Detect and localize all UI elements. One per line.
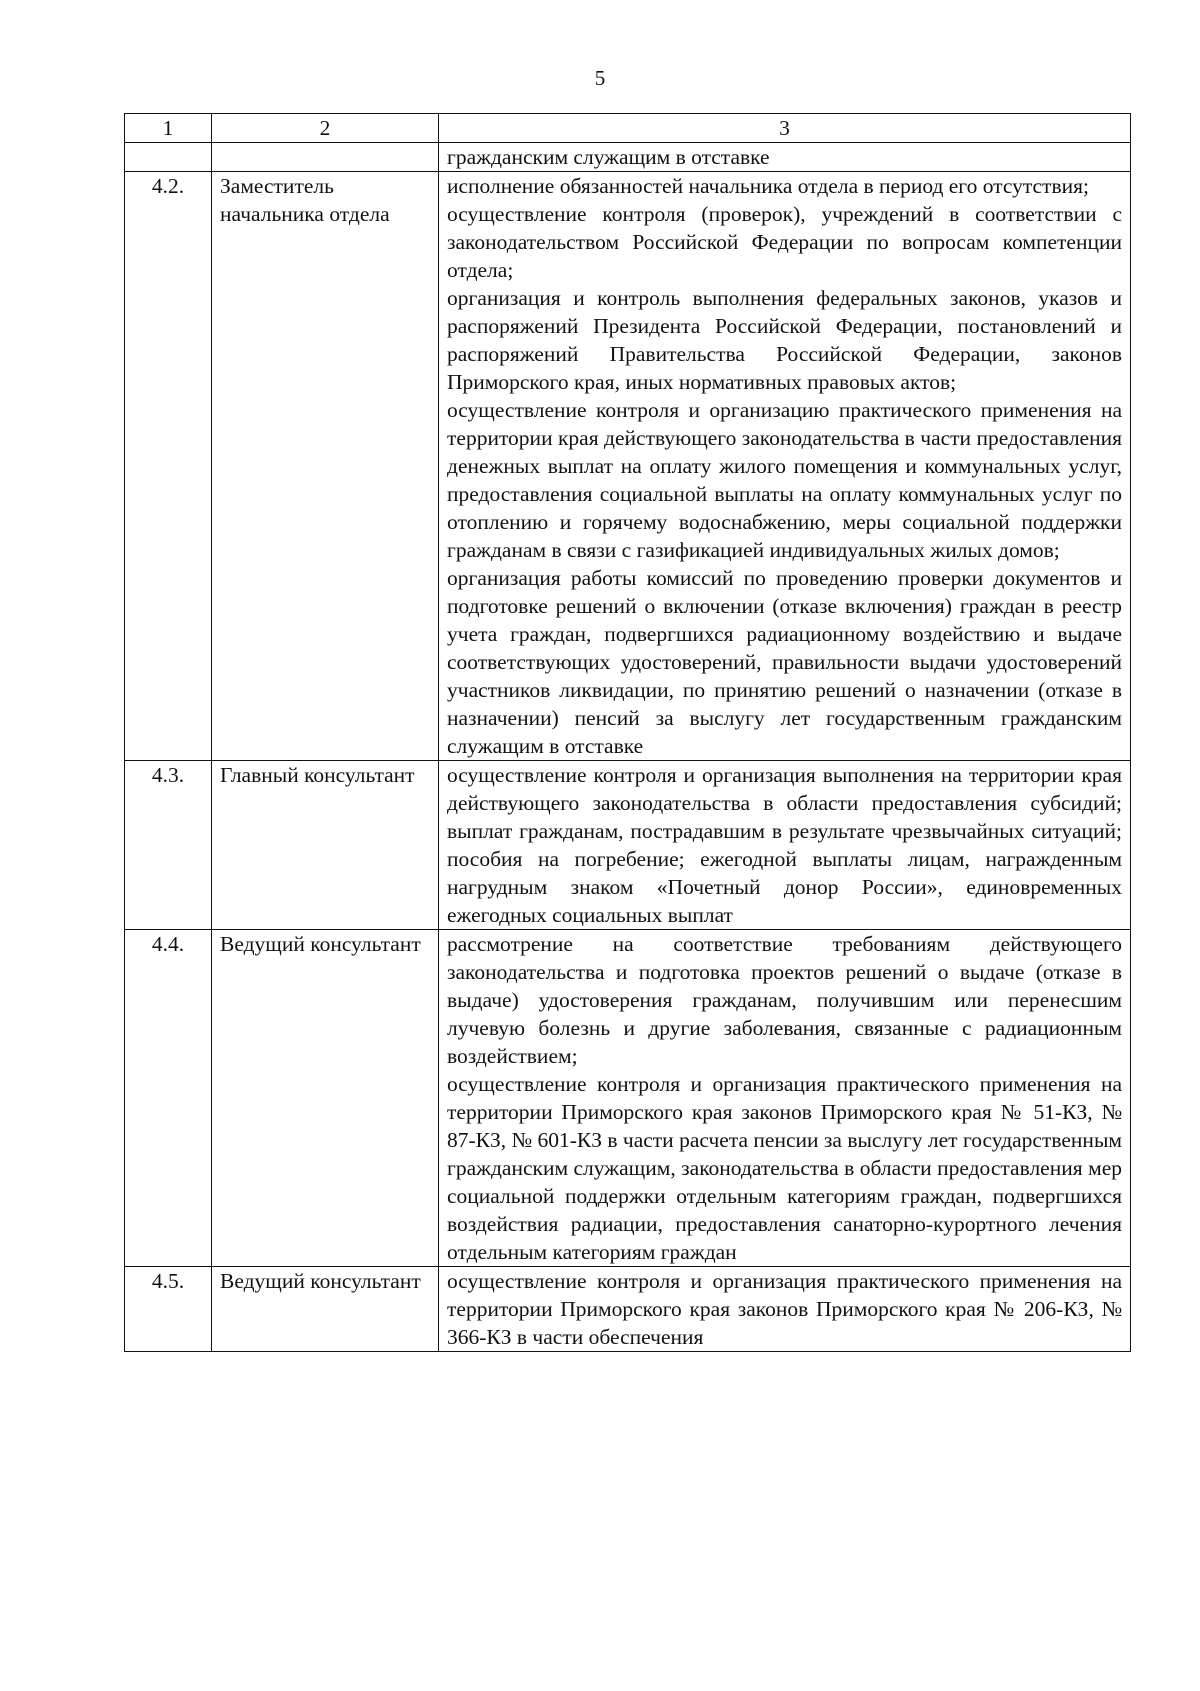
duty-paragraph: осуществление контроля и организацию практического применения на территории края действующего законодательства в части предоставления денежных выплат на оплату жилого помещения и коммунальных услуг, предоставления социальной выплаты на оплату коммунальных услуг по отоплению и горячему водоснабжению, меры социальной поддержки гражданам в связи с газификацией индивидуальных жилых домов; [447,398,1122,562]
row-number [125,143,212,172]
duty-paragraph: организация работы комиссий по проведению проверки документов и подготовке решений о включении (отказе включения) граждан в реестр учета граждан, подвергшихся радиационному воздействию и выдаче соответствующих удостоверений, правильности выдачи удостоверений участников ликвидации, по принятию решений о назначении (отказе в назначении) пенсий за выслугу лет государственным гражданским служащим в отставке [447,566,1122,758]
duty-paragraph: исполнение обязанностей начальника отдела в период его отсутствия; [447,174,1089,198]
row-number: 4.2. [125,172,212,761]
row-position: Ведущий консультант [212,1267,439,1352]
row-number: 4.5. [125,1267,212,1352]
table-row [125,1267,1131,1352]
row-duties [439,1267,1131,1352]
row-position [212,143,439,172]
header-cell-number: 1 [125,114,212,143]
table-row [125,172,1131,761]
header-cell-position: 2 [212,114,439,143]
duties-table [124,113,1131,1352]
duty-paragraph: осуществление контроля и организация практического применения на территории Приморского края законов Приморского края № 206-КЗ, № 366-КЗ в части обеспечения [447,1269,1122,1349]
table-row-continuation [125,143,1131,172]
row-duties [439,930,1131,1267]
row-position: Заместитель начальника отдела [212,172,439,761]
row-position: Главный консультант [212,761,439,930]
duty-paragraph: организация и контроль выполнения федеральных законов, указов и распоряжений Президента Российской Федерации, постановлений и распоряжений Правительства Российской Федерации, законов Приморского края, иных нормативных правовых актов; [447,286,1122,394]
table-row [125,761,1131,930]
row-position: Ведущий консультант [212,930,439,1267]
row-duties [439,143,1131,172]
header-cell-duties: 3 [439,114,1131,143]
row-duties [439,172,1131,761]
row-duties [439,761,1131,930]
page-number: 5 [594,66,606,90]
duty-paragraph: осуществление контроля и организация практического применения на территории Приморского края законов Приморского края № 51-КЗ, № 87-КЗ, № 601-КЗ в части расчета пенсии за выслугу лет государственным гражданским служащим, законодательства в области предоставления мер социальной поддержки отдельным категориям граждан, подвергшихся воздействия радиации, предоставления санаторно-курортного лечения отдельным категориям граждан [447,1072,1122,1264]
table-row [125,930,1131,1267]
row-number: 4.4. [125,930,212,1267]
duty-paragraph: рассмотрение на соответствие требованиям действующего законодательства и подготовка проектов решений о выдаче (отказе в выдаче) удостоверения гражданам, получившим или перенесшим лучевую болезнь и другие заболевания, связанные с радиационным воздействием; [447,932,1122,1068]
row-number: 4.3. [125,761,212,930]
duty-paragraph: гражданским служащим в отставке [447,145,770,169]
duty-paragraph: осуществление контроля (проверок), учреждений в соответствии с законодательством Российской Федерации по вопросам компетенции отдела; [447,202,1122,282]
duty-paragraph: осуществление контроля и организация выполнения на территории края действующего законодательства в области предоставления субсидий; выплат гражданам, пострадавшим в результате чрезвычайных ситуаций; пособия на погребение; ежегодной выплаты лицам, награжденным нагрудным знаком «Почетный донор России», единовременных ежегодных социальных выплат [447,763,1122,927]
table-header-row [125,114,1131,143]
